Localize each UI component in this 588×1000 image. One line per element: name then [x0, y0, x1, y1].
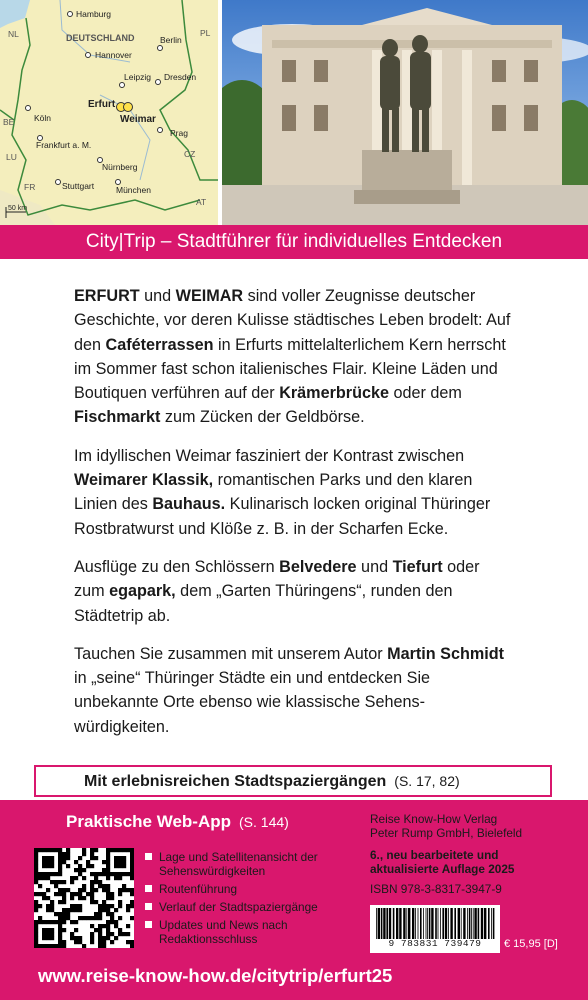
map-city-weimar: Weimar: [120, 114, 156, 125]
highlight-term: Bauhaus.: [152, 495, 226, 514]
qr-code[interactable]: [34, 848, 134, 948]
text-run: zum Zücken der Geldbörse.: [160, 408, 365, 427]
map-city-hamburg: Hamburg: [76, 9, 111, 19]
highlight-term: Fischmarkt: [74, 408, 161, 427]
highlight-term: ERFURT: [74, 287, 140, 305]
map-city-dresden: Dresden: [164, 72, 197, 82]
map-label-fr: FR: [24, 182, 36, 192]
description: [74, 284, 514, 753]
highlight-term: Krämerbrücke: [279, 384, 389, 403]
highlight-term: Belvedere: [279, 557, 357, 576]
highlight-term: Martin Schmidt: [387, 644, 505, 663]
website-url[interactable]: www.reise-know-how.de/citytrip/erfurt25: [38, 965, 393, 986]
map-city-hannover: Hannover: [95, 50, 132, 60]
text-run: und: [139, 287, 176, 305]
highlight-term: Tiefurt: [392, 557, 443, 576]
text-run: und: [356, 557, 393, 576]
paragraph-1: [74, 284, 514, 430]
feature-item: Verlauf der Stadtspaziergänge: [145, 900, 350, 914]
map-city-nuernberg: Nürnberg: [102, 162, 138, 172]
map-label-de: DEUTSCHLAND: [66, 33, 135, 43]
map-city-prag: Prag: [170, 128, 188, 138]
tours-page-ref: (S. 17, 82): [394, 773, 460, 789]
feature-item: Routenführung: [145, 882, 350, 896]
text-run: Ausflüge zu den Schlössern: [74, 557, 280, 576]
text-run: romantischen Parks und den klaren Linien des: [74, 471, 473, 514]
map-city-berlin: Berlin: [160, 35, 182, 45]
map-label-nl: NL: [8, 29, 19, 39]
text-run: oder dem: [388, 384, 462, 403]
feature-item: Updates und News nach Redaktionsschluss: [145, 918, 350, 946]
text-run: Tauchen Sie zusammen mit unserem Autor: [74, 644, 388, 663]
text-run: in Erfurts mittelalterlichem Kern herrscht im Sommer fast schon italienisches Flair. Kleine Läden und Boutiquen verführen auf der: [74, 335, 506, 403]
cover-images: [0, 0, 588, 225]
publisher-company: Peter Rump GmbH, Bielefeld: [370, 826, 523, 840]
svg-text:50 km: 50 km: [8, 205, 28, 212]
tours-title: Mit erlebnisreichen Stadtspaziergängen: [84, 773, 387, 790]
highlight-term: Weimarer Klassik,: [74, 471, 214, 490]
feature-item: Lage und Satellitenansicht der Sehenswürdigkeiten: [145, 850, 350, 878]
isbn: ISBN 978-3-8317-3947-9: [370, 882, 502, 896]
publisher-info: [370, 812, 570, 896]
map-label-lu: LU: [6, 152, 17, 162]
map-label-be: BE: [3, 117, 15, 127]
text-run: Kulinarisch locken original Thüringer Rostbratwurst und Klöße z. B. in der Scharfen Ecke.: [74, 495, 491, 538]
map-label-pl: PL: [200, 28, 211, 38]
text-run: sind voller Zeugnisse deutscher Geschichte, vor deren Kulisse städtisches Leben brodelt: Auf den: [74, 287, 511, 354]
highlight-term: WEIMAR: [175, 287, 244, 305]
map-city-koeln: Köln: [34, 113, 52, 123]
barcode-digits: 9 783831 739479: [388, 938, 482, 949]
paragraph-3: [74, 555, 514, 628]
map-city-leipzig: Leipzig: [124, 72, 151, 82]
edition-line-2: aktualisierte Auflage 2025: [370, 862, 515, 876]
highlight-term: Caféterrassen: [105, 335, 214, 354]
map-city-muenchen: München: [116, 185, 151, 195]
paragraph-2: [74, 444, 514, 541]
highlight-term: egapark,: [109, 582, 176, 601]
map-city-frankfurt: Frankfurt a. M.: [36, 140, 92, 150]
map-city-erfurt: Erfurt: [88, 99, 116, 110]
walking-tours-bar: [34, 765, 552, 797]
publisher-name: Reise Know-How Verlag: [370, 812, 498, 826]
map-label-cz: CZ: [184, 149, 196, 159]
web-app-heading: Praktische Web-App (S. 144): [66, 812, 289, 831]
map-label-at: AT: [196, 197, 207, 207]
monument-photo: [222, 0, 588, 225]
overview-map: [0, 0, 218, 225]
text-run: oder zum: [74, 557, 480, 601]
series-banner: City|Trip – Stadtführer für individuelles Entdecken: [0, 225, 588, 259]
text-run: Im idyllischen Weimar fasziniert der Kontrast zwischen: [74, 446, 465, 465]
edition-line-1: 6., neu bearbeitete und: [370, 848, 499, 862]
web-app-features: [145, 850, 350, 950]
text-run: in „seine“ Thüringer Städte ein und entdecken Sie unbekannte Orte ebenso wie klassische Sehenswürdigkeiten.: [74, 669, 431, 736]
paragraph-4: [74, 642, 514, 739]
map-city-stuttgart: Stuttgart: [62, 181, 95, 191]
text-run: dem „Garten Thüringens“, runden den Städtetrip ab.: [74, 582, 453, 625]
price: € 15,95 [D]: [504, 938, 558, 950]
